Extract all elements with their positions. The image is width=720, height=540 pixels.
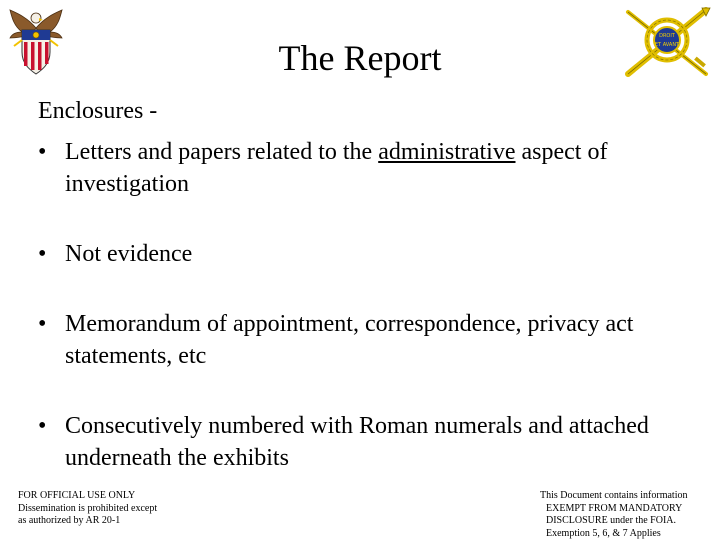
footer-line: DISCLOSURE under the FOIA.	[546, 515, 676, 526]
footer-line: EXEMPT FROM MANDATORY	[546, 502, 683, 514]
footer-line: FOR OFFICIAL USE ONLY	[18, 490, 136, 501]
bullet-item-letters	[38, 136, 698, 200]
bullet-text: Letters and papers related to the	[65, 139, 379, 165]
bullet-marker: •	[38, 139, 47, 165]
footer-line: as authorized by AR 20-1	[18, 515, 121, 526]
footer-fouo-notice	[18, 490, 157, 528]
footer-line: Dissemination is prohibited except	[18, 502, 158, 514]
footer-line: This Document contains information	[540, 490, 688, 501]
bullet-item-memorandum	[38, 308, 698, 372]
bullet-text: Not evidence	[65, 241, 193, 267]
footer-line: Exemption 5, 6, & 7 Applies	[546, 527, 661, 539]
bullet-text: aspect of investigation	[65, 139, 608, 197]
svg-text:DROIT: DROIT	[659, 33, 675, 39]
bullet-marker: •	[38, 311, 47, 337]
bullet-list	[38, 136, 698, 474]
bullet-item-numbering	[38, 410, 698, 474]
svg-text:ET AVANT: ET AVANT	[654, 42, 680, 48]
bullet-marker: •	[38, 413, 47, 439]
slide-title: The Report	[278, 38, 442, 78]
bullet-emphasis: administrative	[378, 139, 516, 165]
enclosures-heading: Enclosures -	[38, 98, 158, 124]
bullet-marker: •	[38, 241, 47, 267]
bullet-text: Memorandum of appointment, correspondence, privacy act statements, etc	[65, 311, 634, 369]
bullet-text: Consecutively numbered with Roman numerals and attached underneath the exhibits	[65, 413, 649, 471]
bullet-item-not-evidence	[38, 238, 698, 270]
footer-foia-notice	[540, 490, 687, 540]
